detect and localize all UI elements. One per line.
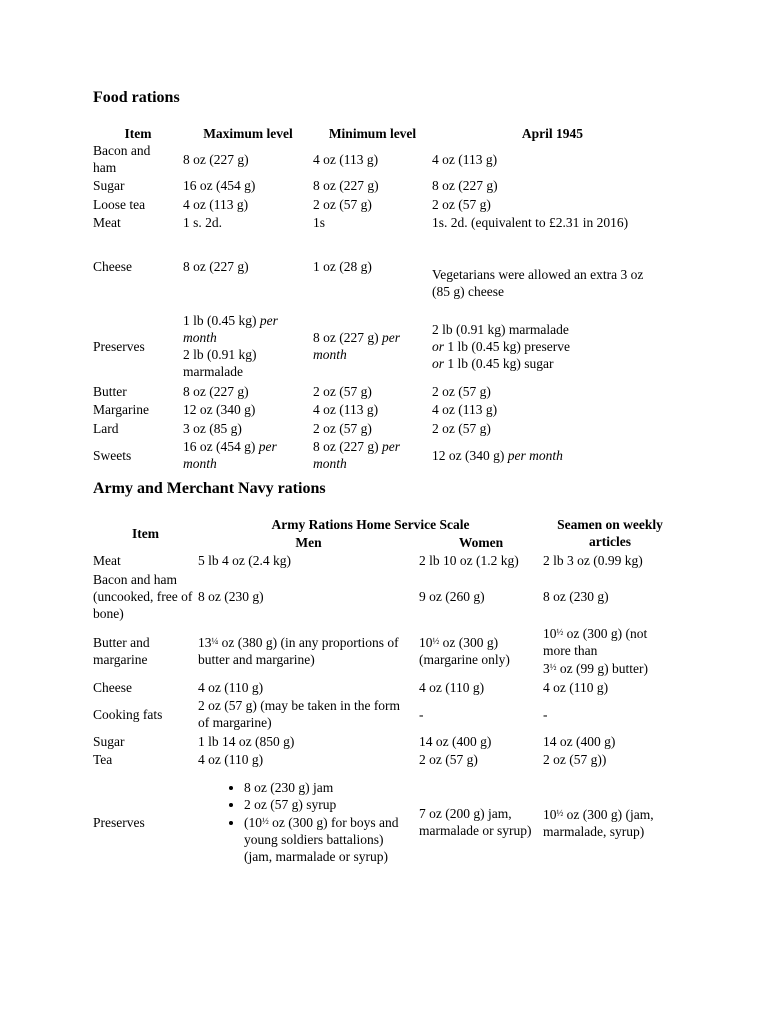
- april-cell: 1s. 2d. (equivalent to £2.31 in 2016): [432, 215, 629, 230]
- column-header-women: Women: [458, 534, 504, 550]
- women-cell: 7 oz (200 g) jam, marmalade or syrup): [419, 806, 532, 838]
- max-value: 16 oz (454 g): [183, 439, 256, 454]
- item-cell: Bacon and ham: [93, 143, 151, 175]
- preserves-list: [198, 779, 419, 848]
- april-or-1: or: [432, 338, 445, 354]
- list-item: [244, 813, 419, 848]
- seamen-cell: -: [543, 706, 548, 722]
- max-value-2: 2 lb (0.91 kg) marmalade: [183, 347, 257, 379]
- table-row: [93, 400, 673, 419]
- seamen-fraction-2: ½: [549, 662, 557, 672]
- table-row: [93, 176, 673, 195]
- item-cell: Lard: [93, 420, 119, 436]
- list-item-text: (10: [244, 815, 262, 830]
- april-cell: 2 oz (57 g): [432, 197, 491, 212]
- seamen-text: oz (300 g) (jam, marmalade, syrup): [543, 806, 654, 839]
- men-cell: [198, 623, 419, 678]
- women-cell: 14 oz (400 g): [419, 733, 492, 749]
- column-header-seamen: Seamen on weekly articles: [557, 517, 663, 549]
- seamen-whole: 10: [543, 626, 557, 641]
- men-cell: 8 oz (230 g): [198, 589, 264, 604]
- women-whole: 10: [419, 635, 433, 650]
- item-cell: Sugar: [93, 733, 125, 749]
- army-rations-table: [93, 515, 675, 875]
- list-item: • 8 oz (230 g) jam: [244, 779, 419, 796]
- item-cell: Meat: [93, 215, 121, 230]
- max-value: 1 lb (0.45 kg): [183, 313, 257, 328]
- seamen-cell: [543, 623, 675, 678]
- column-header-home-service: Army Rations Home Service Scale: [271, 516, 470, 532]
- max-cell: [183, 310, 313, 382]
- april-line-2: 1 lb (0.45 kg) preserve: [447, 338, 570, 354]
- table-row: [93, 310, 673, 382]
- item-cell: Margarine: [93, 402, 149, 417]
- table-row: [93, 382, 673, 400]
- women-cell: 4 oz (110 g): [419, 679, 485, 695]
- seamen-fraction: ½: [556, 807, 564, 818]
- april-value: 12 oz (340 g): [432, 447, 505, 463]
- april-line-1: 2 lb (0.91 kg) marmalade: [432, 321, 569, 337]
- men-cell: 4 oz (110 g): [198, 679, 264, 695]
- min-value: 8 oz (227 g): [313, 330, 379, 345]
- max-cell: 1 s. 2d.: [183, 215, 223, 230]
- min-cell: [313, 437, 432, 473]
- max-unit: per month: [183, 439, 277, 471]
- seamen-cell: 2 oz (57 g)): [543, 752, 607, 767]
- item-cell: Butter and margarine: [93, 634, 150, 667]
- table-row: [93, 214, 673, 232]
- table-row: [93, 437, 673, 473]
- april-line-3: 1 lb (0.45 kg) sugar: [447, 355, 554, 371]
- table-row: [93, 142, 673, 176]
- food-rations-table: [93, 124, 673, 473]
- men-cell: 5 lb 4 oz (2.4 kg): [198, 553, 291, 568]
- list-item-fraction: ½: [262, 816, 269, 826]
- april-cell: [432, 310, 673, 382]
- item-cell: Butter: [93, 383, 127, 399]
- min-cell: 8 oz (227 g): [313, 178, 379, 193]
- column-header-item: Item: [132, 525, 159, 541]
- max-cell: 8 oz (227 g): [183, 151, 249, 167]
- item-cell: Cooking fats: [93, 706, 163, 722]
- seamen-cell: 14 oz (400 g): [543, 733, 616, 749]
- april-cell: Vegetarians were allowed an extra 3 oz (85 g) cheese: [432, 267, 644, 299]
- men-text: oz (380 g) (in any proportions of butter and margarine): [198, 635, 399, 667]
- table-row: [93, 769, 675, 875]
- seamen-cell: 4 oz (110 g): [543, 679, 609, 695]
- table-row: [93, 419, 673, 437]
- max-cell: 8 oz (227 g): [183, 259, 249, 274]
- table-row: [93, 232, 673, 310]
- min-cell: 2 oz (57 g): [313, 383, 372, 399]
- table-row: [93, 696, 675, 732]
- item-cell: Cheese: [93, 259, 132, 274]
- item-cell: Sugar: [93, 178, 125, 193]
- table-header-row: [93, 124, 673, 142]
- table-row: [93, 623, 675, 678]
- column-header: Minimum level: [328, 125, 417, 141]
- seamen-cell: 2 lb 3 oz (0.99 kg): [543, 553, 643, 568]
- list-item: • 2 oz (57 g) syrup: [244, 796, 419, 813]
- column-header: April 1945: [521, 125, 584, 141]
- april-cell: 2 oz (57 g): [432, 420, 491, 436]
- table-row: [93, 551, 675, 570]
- april-cell: [432, 437, 673, 473]
- list-item-text-2: oz (300 g) for boys and young soldiers battalions): [244, 815, 399, 847]
- item-cell: Cheese: [93, 679, 132, 695]
- april-or-2: or: [432, 355, 445, 371]
- seamen-whole-2: 3: [543, 661, 550, 676]
- max-cell: [183, 437, 313, 473]
- preserves-note: (jam, marmalade or syrup): [244, 849, 388, 864]
- seamen-text-2: oz (99 g) butter): [559, 661, 648, 676]
- women-cell: -: [419, 706, 424, 722]
- food-rations-heading: Food rations: [93, 89, 180, 106]
- min-cell: [313, 310, 432, 382]
- min-value: 8 oz (227 g): [313, 439, 379, 454]
- column-header: Item: [124, 125, 152, 141]
- women-fraction: ½: [432, 636, 440, 646]
- table-row: [93, 678, 675, 696]
- men-fraction: ¼: [211, 636, 219, 646]
- item-cell: Tea: [93, 752, 113, 767]
- max-cell: 12 oz (340 g): [183, 402, 256, 417]
- table-header-row: [93, 515, 675, 533]
- seamen-whole: 10: [543, 806, 557, 822]
- table-row: [93, 570, 675, 623]
- min-cell: 2 oz (57 g): [313, 420, 372, 436]
- item-cell: Meat: [93, 553, 121, 568]
- min-unit: per month: [313, 439, 400, 471]
- table-row: [93, 195, 673, 214]
- men-whole: 13: [198, 635, 212, 650]
- max-cell: 4 oz (113 g): [183, 197, 249, 212]
- max-cell: 16 oz (454 g): [183, 178, 256, 193]
- min-cell: 4 oz (113 g): [313, 402, 379, 417]
- table-row: [93, 732, 675, 750]
- item-cell: Preserves: [93, 814, 145, 830]
- min-unit: per month: [313, 330, 400, 362]
- women-cell: 2 oz (57 g): [419, 752, 478, 767]
- max-cell: 3 oz (85 g): [183, 420, 242, 436]
- table-row: [93, 750, 675, 769]
- max-unit: per month: [183, 313, 278, 345]
- men-cell: 2 oz (57 g) (may be taken in the form of margarine): [198, 698, 401, 730]
- men-cell: 4 oz (110 g): [198, 752, 264, 767]
- women-cell: 9 oz (260 g): [419, 589, 485, 604]
- april-unit: per month: [507, 447, 563, 463]
- min-cell: 2 oz (57 g): [313, 197, 372, 212]
- april-cell: 4 oz (113 g): [432, 402, 498, 417]
- men-cell: 1 lb 14 oz (850 g): [198, 733, 295, 749]
- april-cell: 8 oz (227 g): [432, 178, 498, 193]
- seamen-cell: 8 oz (230 g): [543, 589, 609, 604]
- min-cell: 1 oz (28 g): [313, 259, 372, 274]
- women-cell: [419, 623, 543, 678]
- army-rations-heading: Army and Merchant Navy rations: [93, 480, 326, 497]
- item-cell: Sweets: [93, 447, 132, 463]
- min-cell: 1s: [313, 215, 326, 230]
- max-cell: 8 oz (227 g): [183, 383, 249, 399]
- men-cell: [198, 769, 419, 875]
- min-cell: 4 oz (113 g): [313, 151, 379, 167]
- april-cell: 4 oz (113 g): [432, 151, 498, 167]
- column-header-men: Men: [295, 534, 322, 550]
- column-header: Maximum level: [203, 125, 293, 141]
- women-text: oz (300 g) (margarine only): [419, 635, 510, 667]
- item-cell: Bacon and ham (uncooked, free of bone): [93, 572, 193, 621]
- item-cell: Preserves: [93, 338, 145, 354]
- april-cell: 2 oz (57 g): [432, 383, 491, 399]
- women-cell: 2 lb 10 oz (1.2 kg): [419, 553, 519, 568]
- item-cell: Loose tea: [93, 197, 146, 212]
- seamen-cell: [543, 769, 675, 875]
- seamen-fraction: ½: [556, 627, 564, 637]
- seamen-text: oz (300 g) (not more than: [543, 626, 648, 658]
